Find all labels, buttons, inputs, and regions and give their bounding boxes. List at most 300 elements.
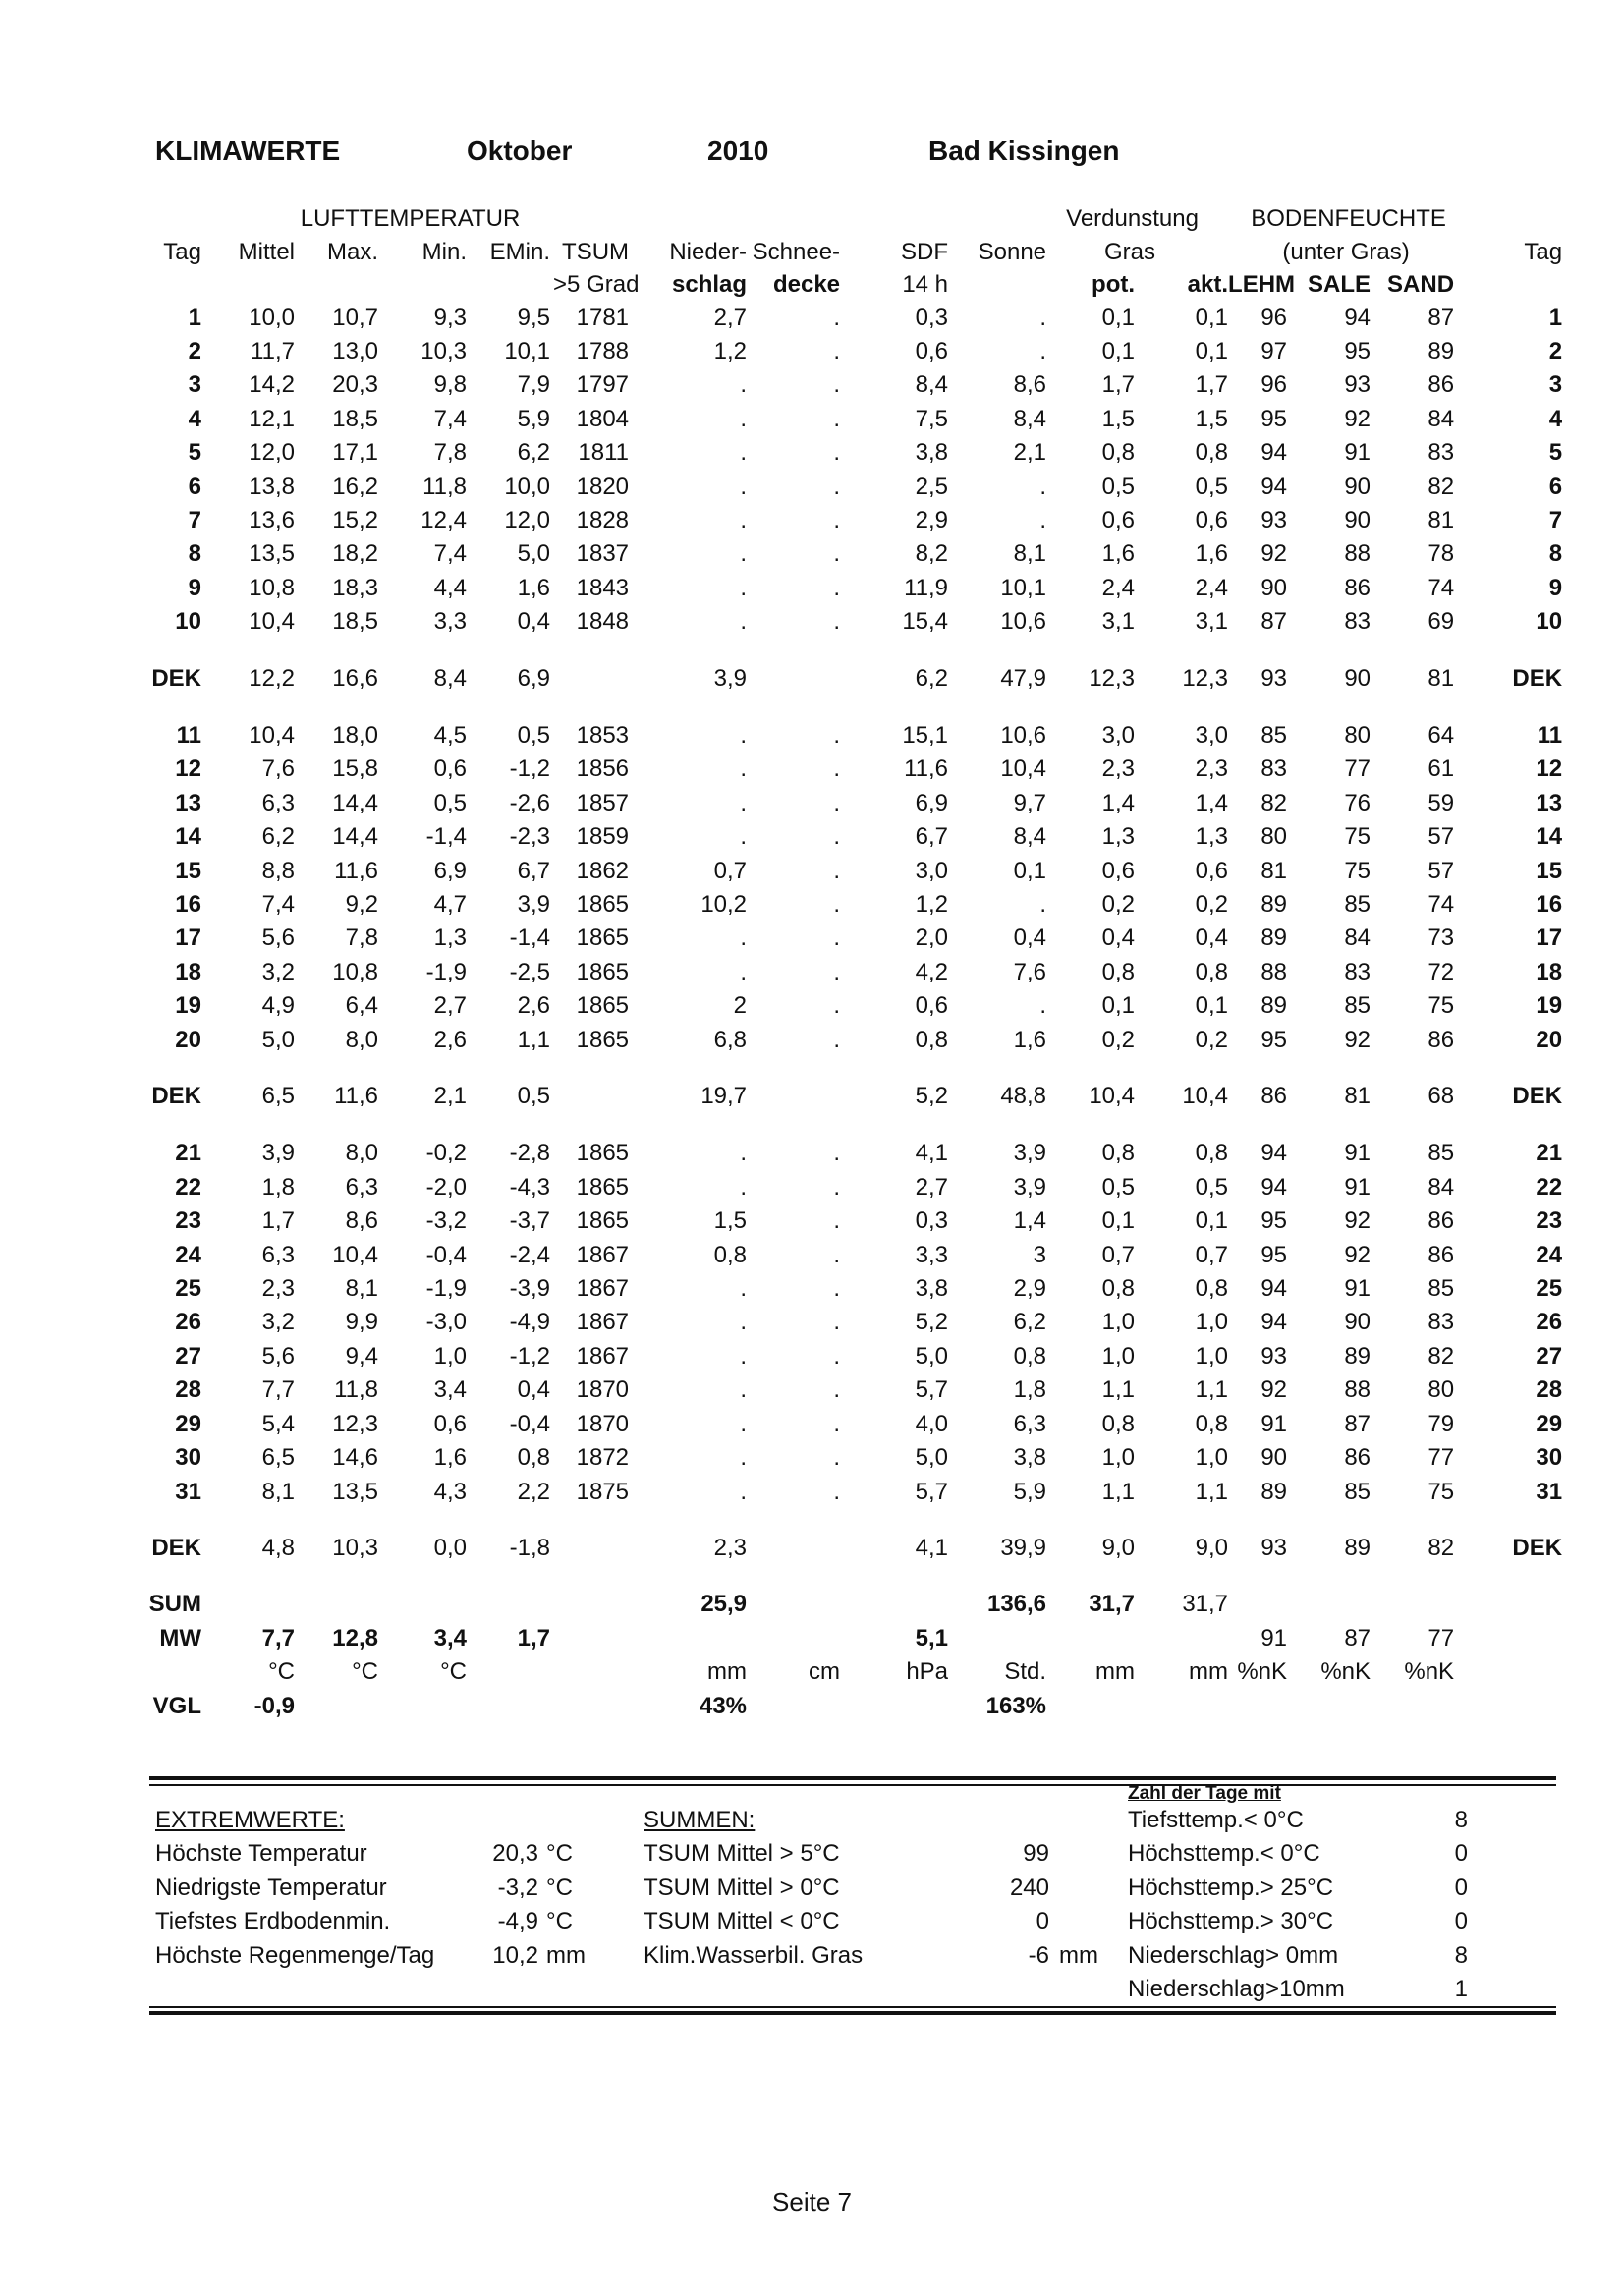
table-cell: 93: [1344, 371, 1372, 399]
table-cell: .: [740, 1478, 748, 1505]
table-cell: °C: [352, 1658, 378, 1686]
table-cell: 3,0: [915, 857, 949, 884]
table-cell: 13,0: [332, 337, 378, 364]
table-cell: [1287, 1588, 1371, 1621]
table-row: [147, 1476, 1562, 1509]
table-cell: 94: [1260, 1140, 1288, 1167]
table-cell: .: [1039, 337, 1047, 364]
table-cell: 6,3: [345, 1173, 378, 1201]
table-cell: 2,3: [1101, 756, 1136, 783]
table-row: [147, 335, 1562, 368]
table-cell: 10,3: [420, 337, 467, 364]
table-cell: 13,8: [249, 473, 295, 500]
table-cell: .: [740, 1275, 748, 1303]
table-cell: 0,4: [517, 1376, 551, 1404]
table-cell: 12,4: [420, 506, 467, 533]
table-cell: 7,9: [517, 371, 551, 399]
table-cell: 12,3: [1089, 664, 1136, 692]
table-cell: 57: [1428, 857, 1455, 884]
table-cell: 6,2: [517, 439, 551, 467]
table-cell: 0,5: [1101, 1173, 1136, 1201]
zahl-label: Niederschlag>10mm: [1128, 1975, 1345, 2002]
table-cell: 3: [1033, 1241, 1047, 1268]
table-cell: 0,1: [1195, 304, 1229, 331]
header-lehm: LEHM: [1228, 271, 1296, 298]
table-cell: .: [740, 958, 748, 985]
table-cell: 0,1: [1101, 1207, 1136, 1235]
table-cell: 93: [1260, 664, 1288, 692]
table-cell: 90: [1344, 1309, 1372, 1336]
summen-value: 240: [1009, 1874, 1049, 1901]
table-cell: 3,9: [261, 1140, 295, 1167]
header-tag: Tag: [163, 238, 201, 265]
table-cell: 163%: [985, 1692, 1047, 1719]
table-cell: 3: [1548, 371, 1563, 399]
table-cell: .: [740, 1173, 748, 1201]
table-cell: 1,0: [433, 1342, 467, 1370]
table-cell: 10,2: [700, 891, 748, 918]
header-schnee: Schnee-: [752, 238, 841, 265]
header-schlag: schlag: [672, 271, 748, 298]
table-row: [147, 368, 1562, 402]
table-cell: 1,3: [1101, 823, 1136, 851]
table-cell: 2,3: [713, 1534, 748, 1561]
table-cell: 3,8: [1013, 1444, 1047, 1472]
table-cell: 19: [1536, 992, 1563, 1020]
table-cell: 3,9: [1013, 1173, 1047, 1201]
summary-line: [155, 1973, 1560, 2006]
table-cell: 47,9: [1000, 664, 1047, 692]
table-cell: 14,4: [332, 789, 378, 816]
table-cell: 0,5: [1195, 1173, 1229, 1201]
table-cell: 3,4: [433, 1376, 467, 1404]
table-cell: 1,0: [1101, 1309, 1136, 1336]
table-cell: 86: [1428, 1026, 1455, 1053]
table-cell: 1865: [576, 1026, 630, 1053]
table-cell: 13: [175, 789, 201, 816]
header-max: Max.: [326, 238, 378, 265]
table-row: [147, 820, 1562, 854]
table-cell: .: [740, 1342, 748, 1370]
zahl-label: Höchsttemp.< 0°C: [1128, 1840, 1320, 1868]
table-cell: 89: [1260, 924, 1288, 952]
table-cell: 31: [1536, 1478, 1563, 1505]
table-cell: 0,8: [713, 1241, 748, 1268]
table-cell: 4,1: [915, 1534, 949, 1561]
table-cell: [1371, 1690, 1454, 1723]
table-cell: 24: [1536, 1241, 1563, 1268]
table-cell: 1788: [576, 337, 630, 364]
table-cell: 6,2: [261, 823, 295, 851]
table-cell: 8,0: [345, 1026, 378, 1053]
table-cell: 81: [1344, 1083, 1372, 1110]
table-cell: 81: [1428, 506, 1455, 533]
table-cell: 90: [1344, 664, 1372, 692]
header-lufttemperatur: LUFTTEMPERATUR: [300, 205, 521, 232]
table-cell: 7,8: [433, 439, 467, 467]
table-cell: 0,8: [517, 1444, 551, 1472]
table-cell: 18,2: [332, 540, 378, 568]
table-cell: 30: [175, 1444, 201, 1472]
table-cell: 0,6: [1101, 857, 1136, 884]
table-cell: 9,5: [517, 304, 551, 331]
table-cell: 4: [188, 405, 201, 432]
table-cell: .: [1039, 992, 1047, 1020]
table-cell: 19,7: [700, 1083, 748, 1110]
table-cell: [948, 1622, 1046, 1655]
table-cell: .: [740, 608, 748, 636]
table-cell: 88: [1260, 958, 1288, 985]
table-cell: -3,9: [509, 1275, 551, 1303]
table-cell: 4,7: [433, 891, 467, 918]
table-cell: 20,3: [332, 371, 378, 399]
table-cell: DEK: [1512, 664, 1563, 692]
table-cell: 1,8: [261, 1173, 295, 1201]
table-cell: 1797: [576, 371, 630, 399]
table-cell: 5,0: [517, 540, 551, 568]
table-cell: 69: [1428, 608, 1455, 636]
extremwert-unit: mm: [546, 1941, 586, 1969]
table-cell: [550, 662, 629, 696]
table-cell: 0,8: [1013, 1342, 1047, 1370]
table-cell: 89: [1344, 1342, 1372, 1370]
table-cell: 22: [1536, 1173, 1563, 1201]
table-cell: [467, 1690, 550, 1723]
table-cell: 87: [1344, 1624, 1372, 1652]
table-cell: 5,7: [915, 1478, 949, 1505]
table-cell: 1865: [576, 924, 630, 952]
summen-label: TSUM Mittel > 0°C: [644, 1874, 840, 1901]
summen-value: 0: [1036, 1908, 1049, 1935]
table-cell: 2,2: [517, 1478, 551, 1505]
table-cell: 85: [1344, 1478, 1372, 1505]
title-label: KLIMAWERTE: [155, 136, 341, 166]
table-cell: 74: [1428, 891, 1455, 918]
table-cell: 83: [1428, 1309, 1455, 1336]
table-cell: 8,4: [1013, 405, 1047, 432]
table-cell: 10,3: [332, 1534, 378, 1561]
table-cell: 0,8: [1195, 1140, 1229, 1167]
table-cell: .: [833, 1309, 841, 1336]
table-cell: 84: [1344, 924, 1372, 952]
table-cell: 3,1: [1101, 608, 1136, 636]
table-cell: 6,3: [261, 1241, 295, 1268]
table-cell: 15: [1536, 857, 1563, 884]
table-cell: 72: [1428, 958, 1455, 985]
table-cell: 1: [188, 304, 201, 331]
divider-bottom: [149, 2011, 1556, 2015]
table-cell: 0,7: [713, 857, 748, 884]
header-row-1: [147, 202, 1562, 236]
summen-heading: SUMMEN:: [644, 1807, 756, 1833]
spacer-row: [147, 1509, 1562, 1532]
table-cell: 7,6: [1013, 958, 1047, 985]
table-cell: 1875: [576, 1478, 630, 1505]
table-cell: 12,2: [249, 664, 295, 692]
header-akt: akt.: [1187, 271, 1229, 298]
table-cell: 0,8: [1195, 439, 1229, 467]
table-cell: 86: [1344, 574, 1372, 601]
table-cell: 1865: [576, 1140, 630, 1167]
table-cell: .: [833, 473, 841, 500]
table-cell: 2,9: [915, 506, 949, 533]
table-cell: 2,0: [915, 924, 949, 952]
table-cell: 2,3: [261, 1275, 295, 1303]
header-sdf: SDF: [901, 238, 949, 265]
zahl-value: 8: [1454, 1941, 1468, 1969]
table-cell: 86: [1344, 1444, 1372, 1472]
table-cell: 0,8: [1195, 1275, 1229, 1303]
table-cell: 1,1: [1101, 1478, 1136, 1505]
table-cell: 6,2: [1013, 1309, 1047, 1336]
table-cell: 12,0: [249, 439, 295, 467]
table-row: [147, 1204, 1562, 1238]
table-cell: 1872: [576, 1444, 630, 1472]
table-cell: .: [833, 992, 841, 1020]
table-cell: 0,4: [1013, 924, 1047, 952]
header-decke: decke: [772, 271, 841, 298]
table-cell: DEK: [151, 1083, 201, 1110]
table-cell: 82: [1428, 1342, 1455, 1370]
table-cell: 1781: [576, 304, 630, 331]
header-unter-gras: (unter Gras): [1282, 238, 1410, 265]
extremwert-label: Tiefstes Erdbodenmin.: [155, 1908, 391, 1935]
table-cell: 83: [1344, 958, 1372, 985]
table-cell: 1828: [576, 506, 630, 533]
table-cell: 75: [1344, 823, 1372, 851]
table-cell: .: [833, 1140, 841, 1167]
table-cell: 92: [1344, 405, 1372, 432]
table-cell: 0,4: [1195, 924, 1229, 952]
table-cell: 5,0: [915, 1342, 949, 1370]
table-cell: 76: [1344, 789, 1372, 816]
table-cell: 3,4: [433, 1624, 467, 1652]
table-cell: 7,8: [345, 924, 378, 952]
table-cell: 0,6: [1195, 506, 1229, 533]
table-cell: .: [833, 789, 841, 816]
table-cell: 80: [1428, 1376, 1455, 1404]
table-cell: 80: [1260, 823, 1288, 851]
table-cell: %nK: [1404, 1658, 1455, 1686]
table-row: [147, 1137, 1562, 1170]
spacer-row: [147, 640, 1562, 662]
table-cell: 1865: [576, 958, 630, 985]
table-cell: 2: [188, 337, 201, 364]
table-cell: [747, 1080, 840, 1113]
table-cell: [201, 1588, 295, 1621]
table-cell: .: [740, 574, 748, 601]
table-cell: 17: [175, 924, 201, 952]
table-cell: 57: [1428, 823, 1455, 851]
table-cell: 13: [1536, 789, 1563, 816]
table-cell: 23: [1536, 1207, 1563, 1235]
table-cell: Std.: [1004, 1658, 1047, 1686]
zahl-value: 0: [1454, 1840, 1468, 1868]
table-cell: 10: [1536, 608, 1563, 636]
table-cell: 12: [175, 756, 201, 783]
table-cell: 95: [1260, 1207, 1288, 1235]
table-cell: 12,3: [1182, 664, 1229, 692]
summary-row: [147, 1622, 1562, 1655]
table-row: [147, 504, 1562, 537]
table-cell: 0,8: [1101, 1410, 1136, 1437]
table-cell: 0,8: [1101, 1140, 1136, 1167]
table-cell: 97: [1260, 337, 1288, 364]
table-cell: 86: [1260, 1083, 1288, 1110]
header-grad5: >5 Grad: [553, 271, 640, 298]
table-row: [147, 471, 1562, 504]
title-month: Oktober: [467, 136, 573, 166]
table-cell: 85: [1344, 891, 1372, 918]
table-cell: 10,4: [1089, 1083, 1136, 1110]
table-cell: 1867: [576, 1309, 630, 1336]
extremwert-value: -4,9: [497, 1908, 538, 1935]
table-cell: 3,9: [1013, 1140, 1047, 1167]
table-cell: 3,9: [713, 664, 748, 692]
table-cell: 77: [1428, 1624, 1455, 1652]
table-cell: .: [740, 439, 748, 467]
table-cell: 92: [1260, 540, 1288, 568]
table-cell: 1,7: [517, 1624, 551, 1652]
table-cell: 0,2: [1195, 1026, 1229, 1053]
table-cell: .: [740, 924, 748, 952]
table-cell: 0,1: [1101, 337, 1136, 364]
table-cell: -2,4: [509, 1241, 551, 1268]
header-bodenfeuchte: BODENFEUCHTE: [1251, 205, 1446, 232]
table-cell: -1,2: [509, 756, 551, 783]
table-cell: 5,9: [1013, 1478, 1047, 1505]
table-cell: 80: [1344, 721, 1372, 749]
table-cell: DEK: [151, 664, 201, 692]
table-cell: 18,5: [332, 608, 378, 636]
table-cell: 0,2: [1101, 891, 1136, 918]
table-cell: 7: [1548, 506, 1563, 533]
table-cell: 1865: [576, 1173, 630, 1201]
table-cell: 0,6: [915, 992, 949, 1020]
table-cell: 4,3: [433, 1478, 467, 1505]
table-cell: 1,1: [1195, 1478, 1229, 1505]
table-cell: .: [1039, 473, 1047, 500]
header-verdunstung: Verdunstung: [1066, 205, 1199, 232]
table-cell: 89: [1344, 1534, 1372, 1561]
table-cell: 89: [1428, 337, 1455, 364]
table-cell: 81: [1260, 857, 1288, 884]
table-cell: 5,6: [261, 924, 295, 952]
table-cell: 9,4: [345, 1342, 378, 1370]
table-cell: 2,4: [1101, 574, 1136, 601]
table-cell: 11,8: [422, 473, 467, 500]
table-cell: 1865: [576, 992, 630, 1020]
table-cell: 17,1: [332, 439, 378, 467]
table-cell: [550, 1588, 629, 1621]
table-cell: -0,4: [509, 1410, 551, 1437]
table-cell: 10,1: [504, 337, 551, 364]
table-cell: 1867: [576, 1342, 630, 1370]
header-nieder: Nieder-: [669, 238, 748, 265]
table-cell: DEK: [1512, 1534, 1563, 1561]
table-cell: 90: [1260, 574, 1288, 601]
summary-line: [155, 1939, 1560, 1973]
table-cell: 14,6: [332, 1444, 378, 1472]
table-cell: .: [1039, 891, 1047, 918]
table-cell: .: [833, 1207, 841, 1235]
table-cell: 1865: [576, 1207, 630, 1235]
table-cell: 1,6: [1013, 1026, 1047, 1053]
table-cell: 0,5: [517, 1083, 551, 1110]
table-cell: 5,4: [261, 1410, 295, 1437]
table-cell: 2,4: [1195, 574, 1229, 601]
table-cell: mm: [1189, 1658, 1229, 1686]
table-cell: [1135, 1622, 1228, 1655]
table-cell: [747, 662, 840, 696]
dekade-row: [147, 1080, 1562, 1113]
table-cell: 6,7: [517, 857, 551, 884]
table-cell: 20: [1536, 1026, 1563, 1053]
zahl-value: 0: [1454, 1908, 1468, 1935]
zahl-label: Höchsttemp.> 25°C: [1128, 1874, 1334, 1901]
table-row: [147, 537, 1562, 571]
table-cell: 91: [1260, 1624, 1288, 1652]
table-cell: DEK: [151, 1534, 201, 1561]
header-emin: EMin.: [489, 238, 551, 265]
table-cell: 2,9: [1013, 1275, 1047, 1303]
table-cell: -1,2: [509, 1342, 551, 1370]
table-cell: 9,2: [345, 891, 378, 918]
table-cell: 61: [1428, 756, 1455, 783]
table-cell: 1804: [576, 405, 630, 432]
table-cell: %nK: [1320, 1658, 1372, 1686]
table-cell: .: [740, 540, 748, 568]
table-cell: -2,5: [509, 958, 551, 985]
table-cell: 6,3: [261, 789, 295, 816]
table-cell: 11: [176, 721, 201, 749]
table-cell: 0,1: [1195, 1207, 1229, 1235]
table-cell: 5,0: [915, 1444, 949, 1472]
table-cell: 10,4: [249, 608, 295, 636]
table-cell: 1,4: [1101, 789, 1136, 816]
table-cell: 96: [1260, 304, 1288, 331]
table-cell: .: [740, 721, 748, 749]
table-cell: 15: [175, 857, 201, 884]
table-cell: 96: [1260, 371, 1288, 399]
table-cell: 0,6: [1101, 506, 1136, 533]
table-cell: 11,9: [904, 574, 949, 601]
table-row: [147, 605, 1562, 639]
table-cell: -0,2: [425, 1140, 467, 1167]
table-cell: [550, 1532, 629, 1565]
table-cell: 7,5: [915, 405, 949, 432]
table-cell: 2,1: [1013, 439, 1047, 467]
table-cell: 95: [1260, 1026, 1288, 1053]
table-cell: 92: [1260, 1376, 1288, 1404]
table-row: [147, 1171, 1562, 1204]
header-sonne: Sonne: [978, 238, 1047, 265]
table-cell: 136,6: [986, 1591, 1047, 1618]
table-cell: -0,4: [425, 1241, 467, 1268]
table-cell: 93: [1260, 506, 1288, 533]
table-cell: 88: [1344, 540, 1372, 568]
table-cell: 7,4: [433, 405, 467, 432]
table-cell: 8,1: [261, 1478, 295, 1505]
zahl-der-tage-heading: Zahl der Tage mit: [1128, 1783, 1281, 1804]
table-cell: .: [833, 924, 841, 952]
table-cell: °C: [440, 1658, 467, 1686]
extremwert-unit: °C: [546, 1908, 573, 1935]
table-cell: [550, 1622, 629, 1655]
table-cell: 0,3: [915, 304, 949, 331]
table-cell: 1865: [576, 891, 630, 918]
table-cell: 8,8: [261, 857, 295, 884]
